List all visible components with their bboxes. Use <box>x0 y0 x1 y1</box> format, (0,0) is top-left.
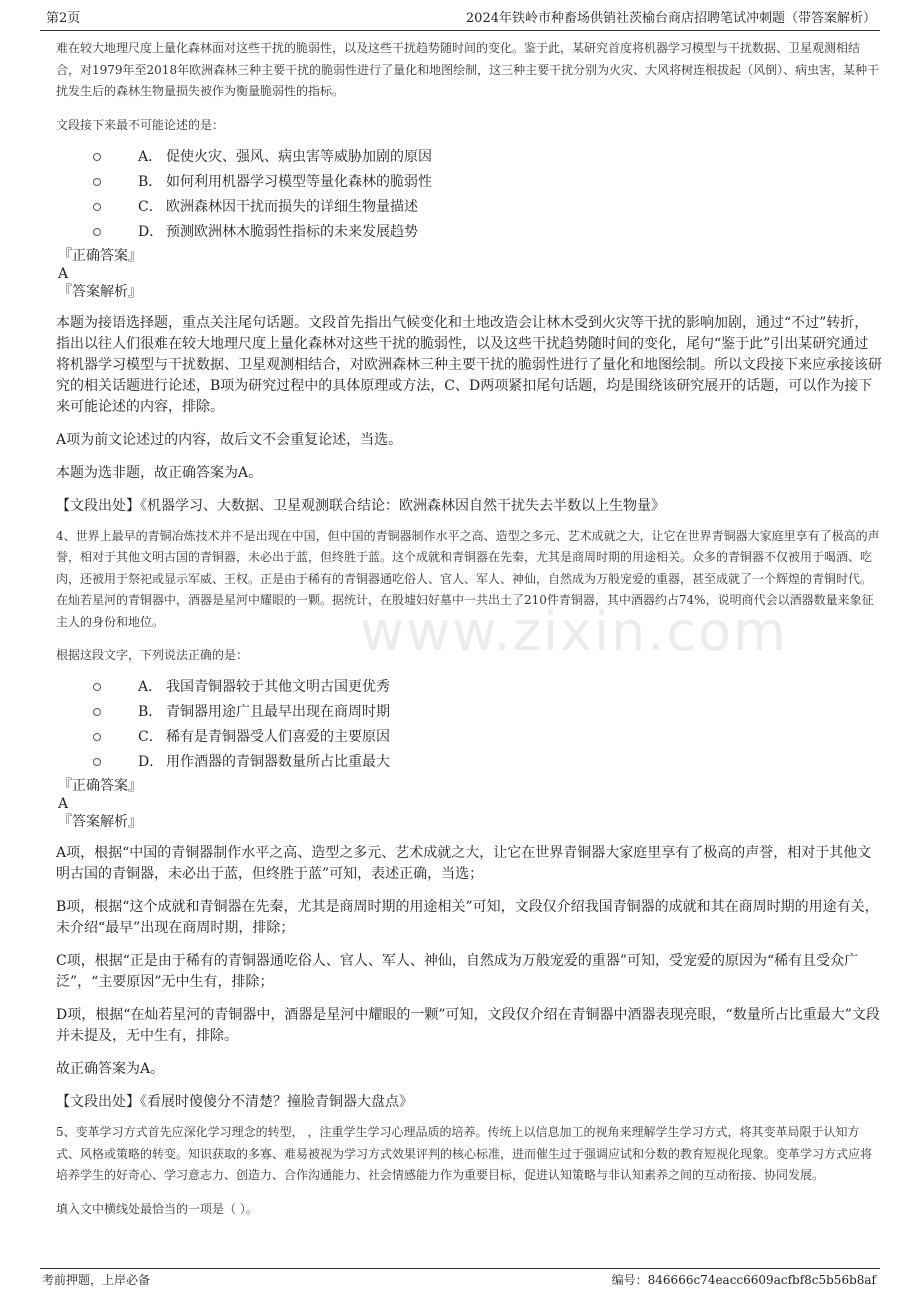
q4-analysis-d: D项，根据“在灿若星河的青铜器中，酒器是星河中耀眼的一颗”可知，文段仅介绍在青铜器中酒器表现亮眼，“数量所占比重最大”文段并未提及，无中生有，排除。 <box>56 1007 880 1044</box>
q3-option-a[interactable]: A． 促使火灾、强风、病虫害等威胁加剧的原因 <box>56 145 882 170</box>
radio-icon[interactable] <box>93 733 101 741</box>
radio-icon[interactable] <box>93 708 101 716</box>
q4-answer: A <box>58 796 69 812</box>
radio-icon[interactable] <box>93 228 101 236</box>
radio-icon[interactable] <box>93 178 101 186</box>
q4-source: 【文段出处】《看展时傻傻分不清楚？撞脸青铜器大盘点》 <box>56 1094 413 1110</box>
q4-analysis-label: 『答案解析』 <box>58 814 142 830</box>
q5-passage: 5、变革学习方式首先应深化学习理念的转型， ，注重学生学习心理品质的培养。传统上以信息加工的视角来理解学生学习方式，将其变革局限于认知方式、风格或策略的转变。知识获取的多寡、难易被视为学习方式效果评判的核心标准，进而催生过于强调应试和分数的教育短视化现象。变革学习方式应将培养学生的好奇心、学习意志力、创造力、合作沟通能力、社会情感能力作为重要目标，促进认知策略与非认知素养之间的互动衔接、协同发展。 <box>56 1125 873 1182</box>
q4-options <box>56 675 882 775</box>
q4-answer-label: 『正确答案』 <box>58 778 142 794</box>
q4-question: 根据这段文字，下列说法正确的是： <box>56 648 249 662</box>
radio-icon[interactable] <box>93 203 101 211</box>
page-number: 第2页 <box>46 11 81 26</box>
footer-doc-id: 编号：846666c74eacc6609acfbf8c5b56b8af <box>611 1273 876 1287</box>
watermark: www.zixin.com <box>360 600 788 663</box>
radio-icon[interactable] <box>93 153 101 161</box>
q3-answer-label: 『正确答案』 <box>58 247 142 264</box>
q4-analysis-b: B项，根据“这个成就和青铜器在先秦，尤其是商周时期的用途相关”可知，文段仅介绍我国青铜器的成就和其在商周时期的用途有关，未介绍“最早”出现在商周时期，排除； <box>56 899 879 936</box>
footer-slogan: 考前押题，上岸必备 <box>42 1273 151 1287</box>
q4-analysis-conclusion: 故正确答案为A。 <box>56 1061 165 1077</box>
q4-passage: 4、世界上最早的青铜冶炼技术并不是出现在中国，但中国的青铜器制作水平之高、造型之多元、艺术成就之大，让它在世界青铜器大家庭里享有了极高的声誉，相对于其他文明古国的青铜器，未必出于蓝，但终胜于蓝。这个成就和青铜器在先秦，尤其是商周时期的用途相关。众多的青铜器不仅被用于喝酒、吃肉，还被用于祭祀或显示军威、王权。正是由于稀有的青铜器通吃俗人、官人、军人、神仙，自然成为万般宠爱的重器，甚至成就了一个辉煌的青铜时代。在灿若星河的青铜器中，酒器是星河中耀眼的一颗。据统计，在殷墟妇好墓中一共出土了210件青铜器，其中酒器约占74%，说明商代会以酒器数量来象征主人的身份和地位。 <box>56 528 880 629</box>
q4-analysis-c: C项，根据“正是由于稀有的青铜器通吃俗人、官人、军人、神仙，自然成为万般宠爱的重器”可知，受宠爱的原因为“稀有且受众广泛”，“主要原因”无中生有，排除； <box>56 953 859 990</box>
q4-option-d[interactable]: D． 用作酒器的青铜器数量所占比重最大 <box>56 750 882 775</box>
q3-analysis-label: 『答案解析』 <box>58 283 142 300</box>
q3-analysis-1: 本题为接语选择题，重点关注尾句话题。文段首先指出气候变化和土地改造会让林木受到火灾等干扰的影响加剧，通过“不过”转折，指出以往人们很难在较大地理尺度上量化森林对这些干扰的脆弱性，以及这些干扰趋势随时间的变化，尾句“鉴于此”引出某研究通过将机器学习模型与干扰数据、卫星观测相结合，对欧洲森林三种主要干扰的脆弱性进行了量化和地图绘制。所以文段接下来应承接该研究的相关话题进行论述，B项为研究过程中的具体原理或方法，C、D两项紧扣尾句话题，均是围绕该研究展开的话题，可以作为接下来可能论述的内容，排除。 <box>56 314 882 415</box>
q3-options <box>56 145 882 245</box>
q4-option-b[interactable]: B． 青铜器用途广且最早出现在商周时期 <box>56 700 882 725</box>
q3-question: 文段接下来最不可能论述的是： <box>56 117 225 132</box>
q4-analysis-a: A项，根据“中国的青铜器制作水平之高、造型之多元、艺术成就之大，让它在世界青铜器大家庭里享有了极高的声誉，相对于其他文明古国的青铜器，未必出于蓝，但终胜于蓝”可知，表述正确，当选； <box>56 845 872 882</box>
q3-analysis-2: A项为前文论述过的内容，故后文不会重复论述，当选。 <box>56 431 403 448</box>
document-title: 2024年铁岭市种畜场供销社茨榆台商店招聘笔试冲刺题（带答案解析） <box>465 11 876 26</box>
radio-icon[interactable] <box>93 683 101 691</box>
q3-option-b[interactable]: B． 如何利用机器学习模型等量化森林的脆弱性 <box>56 170 882 195</box>
q5-question: 填入文中横线处最恰当的一项是（ ）。 <box>56 1201 258 1216</box>
q3-answer: A <box>58 265 69 282</box>
page-header <box>40 8 880 31</box>
page-footer <box>40 1268 880 1293</box>
q3-source: 【文段出处】《机器学习、大数据、卫星观测联合结论：欧洲森林因自然干扰失去半数以上生物量》 <box>56 497 665 514</box>
document-body <box>56 38 882 1219</box>
q3-option-c[interactable]: C． 欧洲森林因干扰而损失的详细生物量描述 <box>56 195 882 220</box>
q4-option-a[interactable]: A． 我国青铜器较于其他文明古国更优秀 <box>56 675 882 700</box>
q3-option-d[interactable]: D． 预测欧洲林木脆弱性指标的未来发展趋势 <box>56 220 882 245</box>
radio-icon[interactable] <box>93 758 101 766</box>
q3-analysis-3: 本题为选非题，故正确答案为A。 <box>56 464 263 481</box>
q3-passage: 难在较大地理尺度上量化森林面对这些干扰的脆弱性，以及这些干扰趋势随时间的变化。鉴于此，某研究首度将机器学习模型与干扰数据、卫星观测相结合，对1979年至2018年欧洲森林三种主要干扰的脆弱性进行了量化和地图绘制，这三种主要干扰分别为火灾、大风将树连根拔起（风倒）、病虫害，某种干扰发生后的森林生物量损失被作为衡量脆弱性的指标。 <box>56 41 880 98</box>
q4-option-c[interactable]: C． 稀有是青铜器受人们喜爱的主要原因 <box>56 725 882 750</box>
